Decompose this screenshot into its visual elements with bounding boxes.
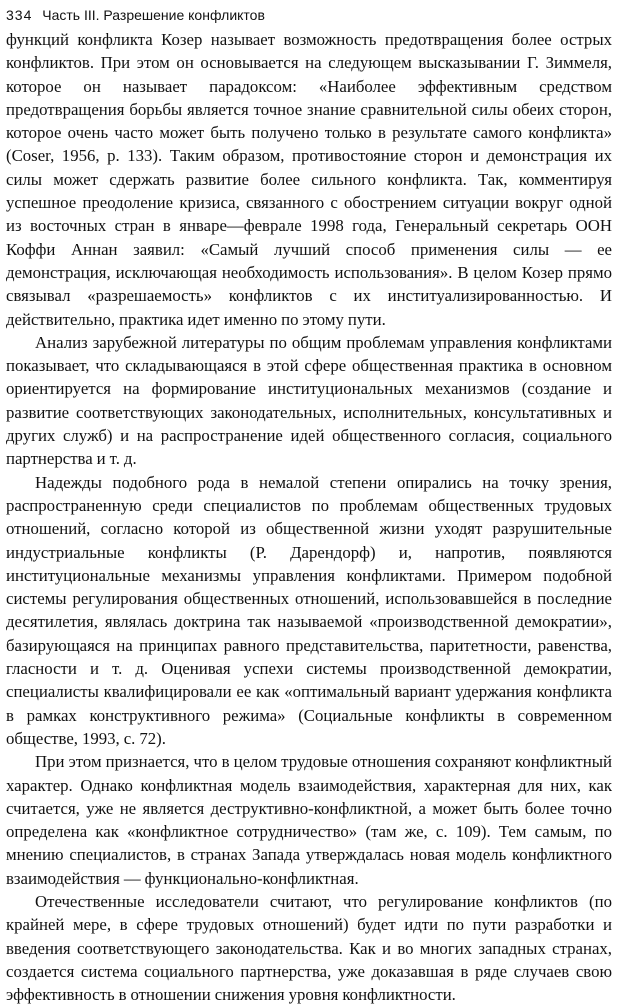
body-text	[6, 28, 612, 1006]
paragraph: Надежды подобного рода в немалой степени опирались на точку зрения, распространенную среди специалистов по проблемам общественных трудовых отношений, согласно которой из общественной жизни уходят разрушительные индустриальные конфликты (Р. Дарендорф) и, напротив, появляются институциональные механизмы управления конфликтами. Примером подобной системы регулирования общественных отношений, использовавшейся в последние десятилетия, являлась доктрина так называемой «производственной демократии», базирующаяся на принципах равного представительства, паритетности, равенства, гласности и т. д. Оценивая успехи системы производственной демократии, специалисты квалифицировали ее как «оптимальный вариант удержания конфликта в рамках конструктивного режима» (Социальные конфликты в современном обществе, 1993, с. 72).	[6, 472, 612, 748]
page-number: 334	[6, 7, 33, 23]
section-title: Часть III. Разрешение конфликтов	[42, 7, 265, 23]
paragraph: функций конфликта Козер называет возможность предотвращения более острых конфликтов. При этом он основывается на следующем высказывании Г. Зиммеля, которое он называет парадоксом: «Наиболее эффективным средством предотвращения борьбы является точное знание сравнительной силы обеих сторон, которое очень часто может быть получено только в результате самого конфликта» (Coser, 1956, p. 133). Таким образом, противостояние сторон и демонстрация их силы может сдержать развитие более сильного конфликта. Так, комментируя успешное преодоление кризиса, связанного с обострением ситуации вокруг одной из восточных стран в январе—феврале 1998 года, Генеральный секретарь ООН Коффи Аннан заявил: «Самый лучший способ применения силы — ее демонстрация, исключающая необходимость использования». В целом Козер прямо связывал «разрешаемость» конфликтов с их институализированностью. И действительно, практика идет именно по этому пути.	[6, 30, 612, 329]
paragraph: При этом признается, что в целом трудовые отношения сохраняют конфликтный характер. Однако конфликтная модель взаимодействия, характерная для них, как считается, уже не является деструктивно-конфликтной, а может быть более точно определена как «конфликтное сотрудничество» (там же, с. 109). Тем самым, по мнению специалистов, в странах Запада утверждалась новая модель конфликтного взаимодействия — функционально-конфликтная.	[6, 752, 612, 888]
paragraph: Анализ зарубежной литературы по общим проблемам управления конфликтами показывает, что складывающаяся в этой сфере общественная практика в основном ориентируется на формирование институциональных механизмов (создание и развитие соответствующих законодательных, исполнительных, консультативных и других служб) и на распространение идей общественного согласия, социального партнерства и т. д.	[6, 332, 612, 469]
running-header	[6, 6, 612, 28]
paragraph: Отечественные исследователи считают, что регулирование конфликтов (по крайней мере, в сфере трудовых отношений) будет идти по пути разработки и введения соответствующего законодательства. Как и во многих западных странах, создается система социального партнерства, уже доказавшая в ряде случаев свою эффективность в отношении снижения уровня конфликтности.	[6, 891, 612, 1005]
